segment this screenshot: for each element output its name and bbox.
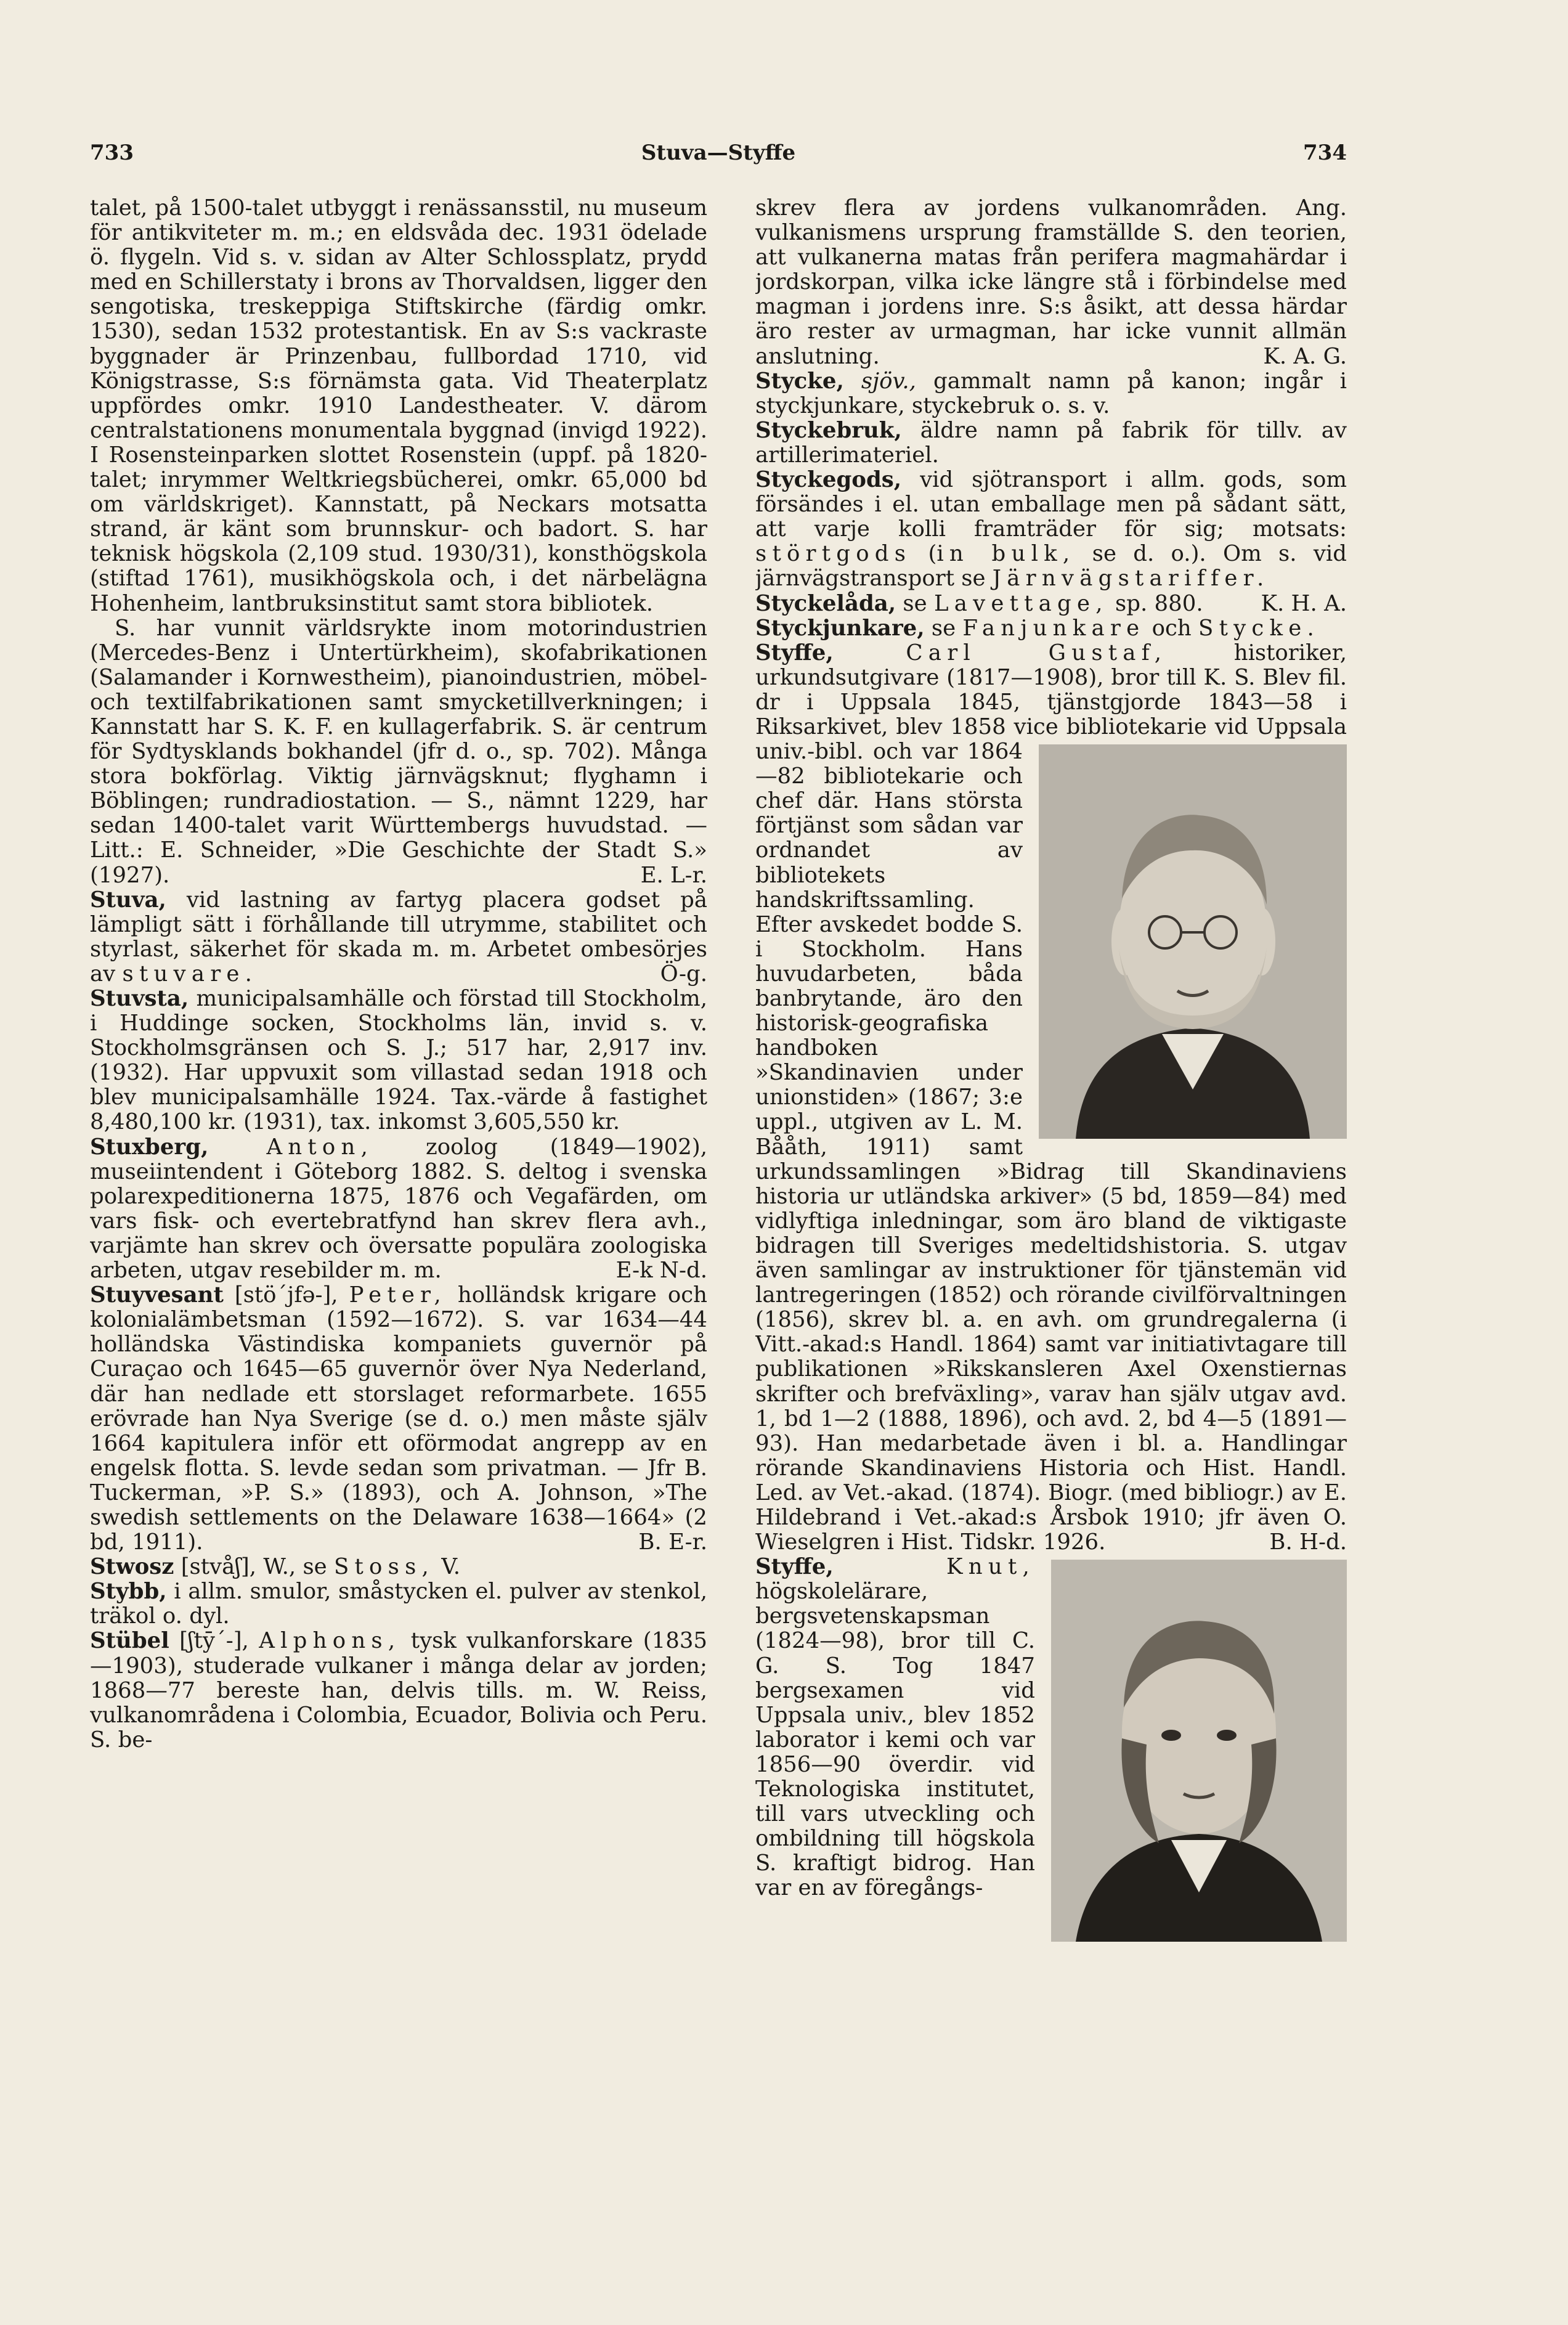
spaced-term: stuvare. [122,961,258,987]
cross-reference: Stycke. [1198,615,1320,641]
entry-text: i allm. smulor, småstycken el. pulver av stenkol, träkol o. dyl. [90,1579,707,1629]
entry-text: municipalsamhälle och förstad till Stockholm, i Huddinge socken, Stockholms län, invid s. v. Stockholmsgränsen och S. J.; 517 har, 2,917 inv. (1932). Har uppvuxit som villastad sedan 1918 och blev municipalsamhälle 1924. Tax.-värde å fastighet 8,480,100 kr. (1931), tax. inkomst 3,605,550 kr. [90,986,707,1135]
headword: Styffe, [755,1554,834,1580]
entry-stybb [90,1579,707,1629]
left-column [90,196,707,2254]
cross-reference: Stoss, [333,1554,435,1580]
cross-reference: Järnvägstariffer. [992,566,1270,592]
author-signature: B. H-d. [1269,1529,1347,1555]
entry-text: historiker, urkundsutgivare (1817—1908), bror till K. S. Blev fil. dr i Uppsala 1845, tjänstgjorde 1843—58 i Riksarkivet, blev 1858 vice bibliotekarie vid Uppsala univ.-bibl. och [755,640,1347,765]
headword: Styckegods, [755,467,902,493]
entry-text: ( [911,541,937,567]
headword: Stwosz [90,1554,174,1580]
paragraph-text: skrev flera av jordens vulkanområden. Ang. vulkanismens ursprung framställde S. den teorien, att vulkanerna matas från perifera magmahärdar i jordskorpan, vilka icke längre stå i förbindelse med magman i jordens inre. S:s åsikt, att dessa härdar äro rester av urmagman, har icke vunnit allmän anslutning. [755,196,1347,369]
entry-text: vid lastning av fartyg placera godset på lämpligt sätt i förhållande till utrymme, stabilitet och styrlast, säkerhet för skada m. m. Arbetet ombesörjes av [90,887,707,987]
entry-text: äldre namn på fabrik för tillv. av artillerimateriel. [755,417,1347,468]
headword: Styckebruk, [755,417,902,443]
spaced-name: Anton, [208,1134,374,1160]
headword: Stycke, [755,368,844,394]
entry-stuyvesant [90,1283,707,1555]
headword: Stübel [90,1628,169,1654]
entry-stuva [90,888,707,987]
spaced-name: Knut, [833,1554,1035,1580]
portrait-illustration [1051,1560,1347,1942]
entry-text: vid sjötransport i allm. gods, som försändes i el. utan emballage men på sådant sätt, att varje kolli framträder för sig; motsats: [755,467,1347,542]
headword: Stuvsta, [90,986,189,1011]
author-signature: Ö-g. [660,961,707,987]
stuttgart-continuation: talet, på 1500-talet utbyggt i renässansstil, nu museum för antikviteter m. m.; en eldsvåda dec. 1931 ödelade ö. flygeln. Vid s. v. sidan av Alter Schlossplatz, prydd med en Schillerstaty i brons av Thorvaldsen, ligger den sengotiska, treskeppiga Stiftskirche (färdig omkr. 1530), sedan 1532 protestantisk. En av S:s vackraste byggnader är Prinzenbau, fullbordad 1710, vid Königstrasse, S:s förnämsta gata. Vid Theaterplatz uppfördes omkr. 1910 Landestheater. V. därom centralstationens monumentala byggnad (invigd 1922). I Rosensteinparken slottet Rosenstein (uppf. på 1820-talet; inrymmer Weltkriegsbücherei, omkr. 65,000 bd om världskriget). Kannstatt, på Neckars motsatta strand, är känt som brunnskur- och badort. S. har teknisk högskola (2,109 stud. 1930/31), konsthögskola (stiftad 1761), musikhögskola och, i det närbelägna Hohenheim, lantbruksinstitut samt stora bibliotek. [90,196,707,616]
spaced-term: störtgods [755,541,912,567]
entry-stuxberg [90,1135,707,1284]
stuttgart-industry-paragraph [90,616,707,888]
entry-styckjunkare [755,616,1347,641]
spaced-name: Peter, [349,1282,447,1308]
headword: Stuva, [90,887,166,913]
author-signature: E. L-r. [640,862,707,888]
running-title: Stuva—Styffe [641,140,796,165]
entry-text: se [896,590,934,616]
headword: Stuxberg, [90,1134,209,1160]
entry-stubel [90,1629,707,1752]
entry-styffe-knut [755,1555,1347,1900]
page-number-right: 734 [1303,140,1347,165]
entry-text-end: sp. 880. [1108,590,1203,616]
entry-text-end: V. [434,1554,461,1580]
entry-stwosz [90,1555,707,1579]
author-signature: K. H. A. [1261,590,1347,616]
paragraph-text: S. har vunnit världsrykte inom motorindustrien (Mercedes-Benz i Untertürkheim), skofabrikationen (Salamander i Kornwestheim), pianoindustrien, möbel- och textilfabrikationen samt smycketillverkningen; i Kannstatt har S. K. F. en kullagerfabrik. S. är centrum för Sydtysklands bokhandel (jfr d. o., sp. 702). Många stora bokförlag. Viktig järnvägsknut; flyghamn i Böblingen; rundradiostation. — S., nämnt 1229, har sedan 1400-talet varit Württembergs huvudstad. — Litt.: E. Schneider, »Die Geschichte der Stadt S.» (1927). [90,615,707,888]
entry-text: gammalt namn på kanon; ingår i styckjunkare, styckebruk o. s. v. [755,368,1347,418]
right-column [755,196,1347,2254]
entry-styckebruk [755,418,1347,468]
entry-stycke [755,369,1347,418]
stubel-continuation [755,196,1347,369]
entry-text: se d. o.). Om s. vid järnvägstransport se [755,541,1347,592]
headword: Styffe, [755,640,834,666]
cross-reference: Fanjunkare [962,615,1145,641]
entry-text: se [924,615,963,641]
entry-text: och [1145,615,1199,641]
pronunciation: [stö´jfə-], [223,1282,349,1308]
page-header [90,140,1347,177]
entry-text: tysk vulkanforskare (1835—1903), studerade vulkaner i många delar av jorden; 1868—77 bereste han, delvis tills. m. W. Reiss, vulkanområdena i Colombia, Ecuador, Bolivia och Peru. S. be- [90,1628,707,1753]
portrait-photo-knut-styffe [1051,1560,1347,1942]
entry-styffe-carl-gustaf [755,641,1347,1555]
page-number-left: 733 [90,140,134,165]
spaced-name: Alphons, [259,1628,401,1654]
entry-styckelada [755,592,1347,616]
entry-text: [stvåʃ], W., se [174,1554,334,1580]
headword: Styckjunkare, [755,615,925,641]
spaced-term: in bulk, [936,541,1076,567]
headword: Stybb, [90,1579,167,1605]
subject-label: sjöv., [843,368,916,394]
headword: Styckelåda, [755,590,896,616]
portrait-photo-carl-gustaf-styffe [1039,744,1347,1139]
author-signature: B. E-r. [638,1529,707,1555]
cross-reference: Lavettage, [933,590,1108,616]
headword: Stuyvesant [90,1282,224,1308]
pronunciation: [ʃtȳ´-], [169,1628,259,1654]
entry-text: var 1864—82 bibliotekarie och chef där. Hans största förtjänst som sådan var ordnandet av bibliotekets handskriftssamling. Efter avskedet bodde S. i Stockholm. Hans huvudarbeten, båda banbrytande, äro den historisk-geografiska handboken »Skandinavien under unionstiden» (1867; 3:e uppl., utgiven av L. M. Bååth, 1911) samt urkundssamlingen »Bidrag till Skandinaviens historia ur utländska arkiver» (5 bd, 1859—84) med vidlyftiga inledningar, som äro bland de viktigaste bidragen till Sveriges medeltidshistoria. S. utgav även samlingar av instruktioner för tjänstemän vid lantregeringen (1852) och rörande civilförvaltningen (1856), skrev bl. a. en avh. om grundregalerna (i Vitt.-akad:s Handl. 1864) samt var initiativtagare till publikationen »Rikskansleren Axel Oxenstiernas skrifter och brefväxling», varav han själv utgav avd. 1, bd 1—2 (1888, 1896), och avd. 2, bd 4—5 (1891—93). Han medarbetade även i bl. a. Handlingar rörande Skandinaviens Historia och Hist. Handl. Led. av Vet.-akad. (1874). Biogr. (med bibliogr.) av E. Hildebrand i Vet.-akad:s Årsbok 1910; jfr även O. Wieselgren i Hist. Tidskr. 1926. [755,739,1347,1555]
entry-text: zoolog (1849—1902), museiintendent i Göteborg 1882. S. deltog i svenska polarexpeditionerna 1875, 1876 och Vegafärden, om vars fisk- och evertebratfynd han skrev flera avh., varjämte han skrev och översatte populära zoologiska arbeten, utgav resebilder m. m. [90,1134,707,1284]
entry-text: holländsk krigare och kolonialämbetsman (1592—1672). S. var 1634—44 holländska Västindiska kompaniets guvernör på Curaçao och 1645—65 guvernör över Nya Nederland, där han nedlade ett storslaget reformarbete. 1655 erövrade han Nya Sverige (se d. o.) men måste själv 1664 kapitulera inför ett oförmodat angrepp av en engelsk flotta. S. levde sedan som privatman. — Jfr B. Tuckerman, »P. S.» (1893), och A. Johnson, »The swedish settlements on the Delaware 1638—1664» (2 bd, 1911). [90,1282,707,1555]
spaced-name: Carl Gustaf, [833,640,1168,666]
author-signature: K. A. G. [1263,343,1347,369]
portrait-illustration [1039,744,1347,1139]
entry-stuvsta [90,987,707,1135]
entry-text: högskolelärare, bergsvetenskapsman (1824—98), bror till C. G. S. Tog 1847 bergsexamen vid Uppsala univ., blev 1852 laborator i kemi och var 1856—90 överdir. vid Teknologiska institutet, till vars utveckling och ombildning till högskola S. kraftigt bidrog. Han var en av föregångs- [755,1579,1035,1901]
author-signature: E-k N-d. [615,1258,707,1284]
